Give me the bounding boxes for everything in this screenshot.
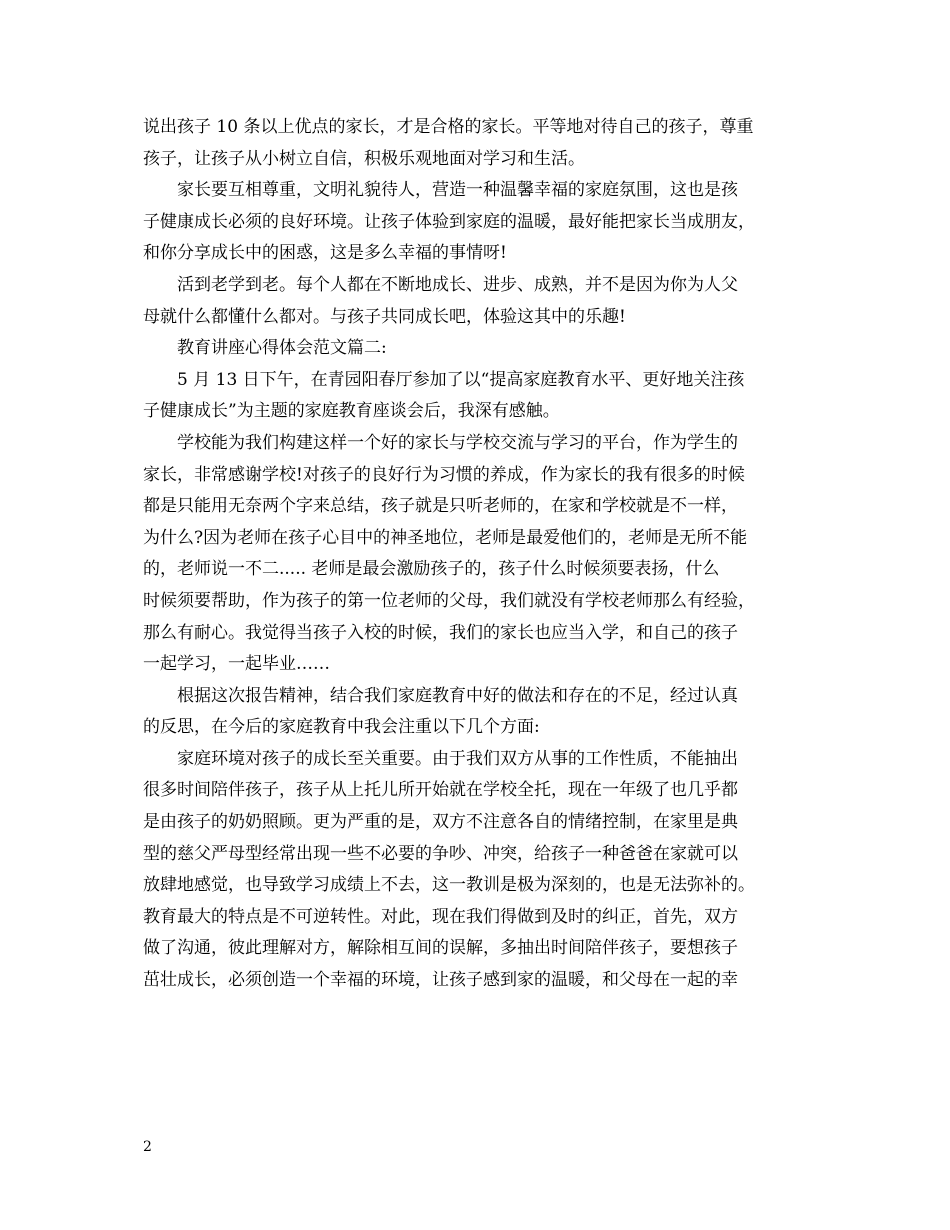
text-line: 做了沟通，彼此理解对方，解除相互间的误解，多抽出时间陪伴孩子，要想孩子 bbox=[143, 938, 738, 959]
text-line: 说出孩子 10 条以上优点的家长，才是合格的家长。平等地对待自己的孩子，尊重 bbox=[143, 117, 754, 137]
text-line: 孩子，让孩子从小树立自信，积极乐观地面对学习和生活。 bbox=[143, 148, 585, 169]
document-body bbox=[143, 112, 809, 997]
section-heading: 教育讲座心得体会范文篇二: bbox=[177, 338, 387, 359]
text-line: 很多时间陪伴孩子，孩子从上托儿所开始就在学校全托，现在一年级了也几乎都 bbox=[143, 780, 738, 801]
text-line: 那么有耐心。我觉得当孩子入校的时候，我们的家长也应当入学，和自己的孩子 bbox=[143, 622, 738, 643]
text-line: 家长要互相尊重，文明礼貌待人，营造一种温馨幸福的家庭氛围，这也是孩 bbox=[177, 180, 738, 201]
text-line: 为什么?因为老师在孩子心目中的神圣地位，老师是最爱他们的，老师是无所不能 bbox=[143, 527, 748, 548]
text-line: 的反思，在今后的家庭教育中我会注重以下几个方面: bbox=[143, 717, 540, 738]
text-line: 家长，非常感谢学校!对孩子的良好行为习惯的养成，作为家长的我有很多的时候 bbox=[143, 464, 745, 485]
text-line: 型的慈父严母型经常出现一些不必要的争吵、冲突，给孩子一种爸爸在家就可以 bbox=[143, 843, 738, 864]
page-number: 2 bbox=[143, 1139, 152, 1155]
text-line: 学校能为我们构建这样一个好的家长与学校交流与学习的平台，作为学生的 bbox=[177, 432, 738, 453]
text-line: 一起学习，一起毕业…… bbox=[143, 654, 330, 675]
text-line: 时候须要帮助，作为孩子的第一位老师的父母，我们就没有学校老师那么有经验， bbox=[143, 590, 755, 611]
text-line: 的，老师说一不二..... 老师是最会激励孩子的，孩子什么时候须要表扬，什么 bbox=[143, 559, 720, 580]
text-line: 根据这次报告精神，结合我们家庭教育中好的做法和存在的不足，经过认真 bbox=[177, 685, 738, 706]
text-line: 放肆地感觉，也导致学习成绩上不去，这一教训是极为深刻的，也是无法弥补的。 bbox=[143, 875, 755, 896]
text-line: 子健康成长”为主题的家庭教育座谈会后，我深有感触。 bbox=[143, 401, 560, 422]
text-line: 和你分享成长中的困惑，这是多么幸福的事情呀! bbox=[143, 243, 507, 264]
text-line: 都是只能用无奈两个字来总结，孩子就是只听老师的，在家和学校就是不一样， bbox=[143, 496, 738, 517]
text-line: 家庭环境对孩子的成长至关重要。由于我们双方从事的工作性质，不能抽出 bbox=[177, 748, 738, 769]
text-line: 教育最大的特点是不可逆转性。对此，现在我们得做到及时的纠正，首先，双方 bbox=[143, 906, 738, 927]
text-line: 母就什么都懂什么都对。与孩子共同成长吧，体验这其中的乐趣! bbox=[143, 306, 626, 327]
text-line: 子健康成长必须的良好环境。让孩子体验到家庭的温暖，最好能把家长当成朋友， bbox=[143, 211, 755, 232]
text-line: 活到老学到老。每个人都在不断地成长、进步、成熟，并不是因为你为人父 bbox=[177, 274, 738, 295]
text-line: 5 月 13 日下午，在青园阳春厅参加了以“提高家庭教育水平、更好地关注孩 bbox=[177, 369, 745, 390]
text-line: 是由孩子的奶奶照顾。更为严重的是，双方不注意各自的情绪控制，在家里是典 bbox=[143, 812, 738, 833]
text-line: 茁壮成长，必须创造一个幸福的环境，让孩子感到家的温暖，和父母在一起的幸 bbox=[143, 970, 738, 991]
